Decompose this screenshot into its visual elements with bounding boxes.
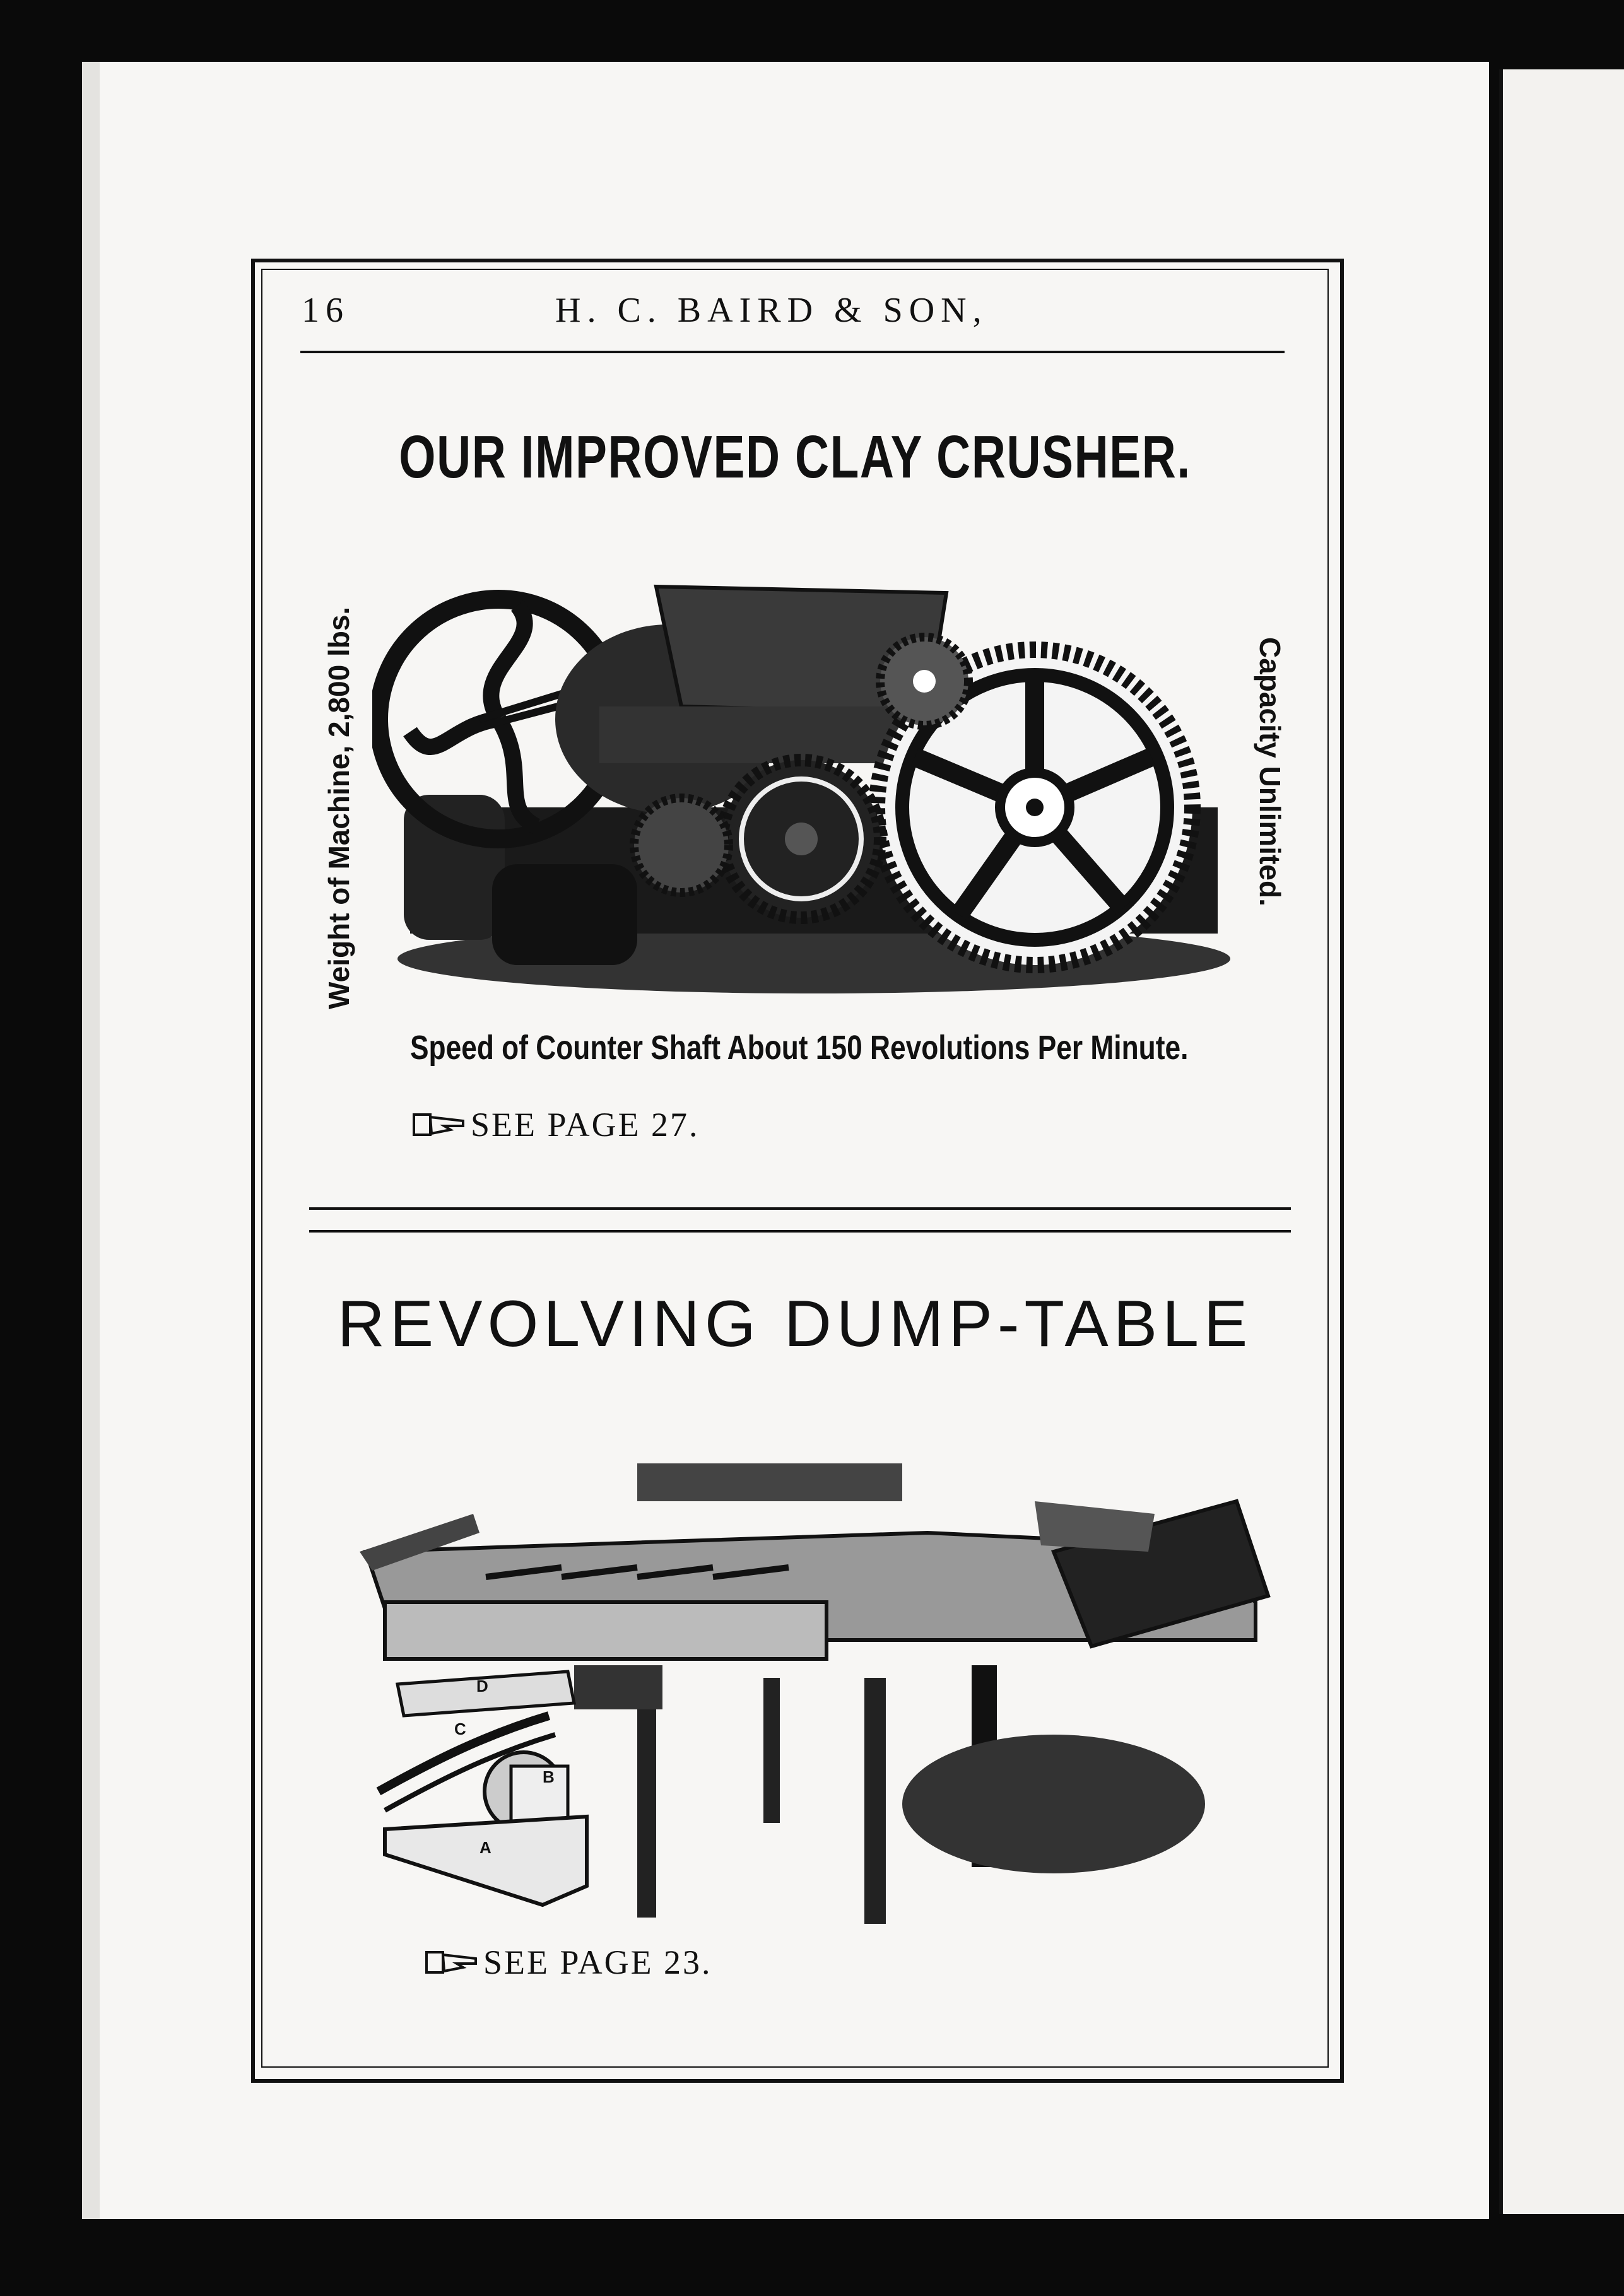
counter-shaft-speed: Speed of Counter Shaft About 150 Revolutions Per Minute. <box>410 1029 1189 1067</box>
capacity-label: Capacity Unlimited. <box>1254 637 1286 906</box>
label-c: C <box>454 1719 466 1738</box>
section-divider-bottom <box>309 1230 1291 1233</box>
facing-page-edge <box>1499 69 1624 2214</box>
label-a: A <box>480 1838 491 1857</box>
see-page-27-reference <box>413 1105 700 1144</box>
dump-table-title: REVOLVING DUMP-TABLE <box>337 1287 1253 1361</box>
section-divider-top <box>309 1207 1291 1210</box>
clay-crusher-illustration <box>372 568 1243 1009</box>
running-head: H. C. BAIRD & SON, <box>555 291 988 330</box>
pointing-hand-icon <box>425 1948 480 1976</box>
label-d: D <box>476 1677 488 1696</box>
dump-table-illustration <box>360 1438 1281 1924</box>
pointing-hand-icon <box>413 1111 467 1139</box>
header-rule <box>300 351 1285 353</box>
see-page-23-reference <box>425 1943 712 1982</box>
see-page-27-text: SEE PAGE 27. <box>471 1106 700 1144</box>
clay-crusher-title: OUR IMPROVED CLAY CRUSHER. <box>399 423 1191 491</box>
page-number: 16 <box>302 291 350 330</box>
see-page-23-text: SEE PAGE 23. <box>483 1943 712 1981</box>
machine-weight-label: Weight of Machine, 2,800 lbs. <box>322 606 355 1009</box>
label-b: B <box>543 1767 555 1786</box>
